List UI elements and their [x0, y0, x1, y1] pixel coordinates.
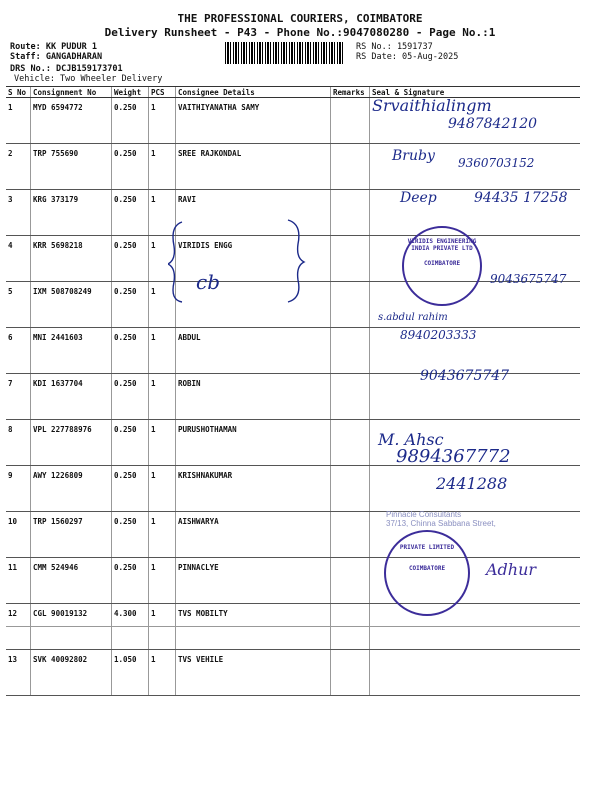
col-consignment: Consignment No — [31, 87, 112, 98]
row-pcs: 1 — [149, 282, 176, 328]
row-remarks — [331, 466, 370, 512]
phone-row3: 94435 17258 — [474, 190, 568, 206]
bracket-note: cb — [196, 270, 221, 294]
row-consignment: IXM 508708249 — [31, 282, 112, 328]
signature-row2: Bruby — [392, 148, 435, 164]
row-weight: 0.250 — [112, 144, 149, 190]
pinnacle-stamp — [386, 510, 496, 528]
row-consignee: PINNACLYE — [176, 558, 331, 604]
tvs-seal-city: COIMBATORE — [408, 565, 446, 572]
row-remarks — [331, 98, 370, 144]
row-remarks — [331, 282, 370, 328]
col-pcs: PCS — [149, 87, 176, 98]
row-consignment: VPL 227788976 — [31, 420, 112, 466]
barcode — [225, 42, 345, 64]
row-sno: 3 — [6, 190, 31, 236]
row-pcs: 1 — [149, 374, 176, 420]
row-weight: 0.250 — [112, 558, 149, 604]
row-consignment: AWY 1226809 — [31, 466, 112, 512]
table-row — [6, 650, 580, 696]
row-consignment: KDI 1637704 — [31, 374, 112, 420]
col-consignee: Consignee Details — [176, 87, 331, 98]
pinnacle-stamp-line2: 37/13, Chinna Sabbana Street, — [386, 519, 496, 528]
row-sno: 5 — [6, 282, 31, 328]
rs-date: RS Date: 05-Aug-2025 — [356, 52, 459, 62]
row-remarks — [331, 236, 370, 282]
row-remarks — [331, 650, 370, 696]
row-consignment: CMM 524946 — [31, 558, 112, 604]
col-remarks: Remarks — [331, 87, 370, 98]
phone-row1: 9487842120 — [448, 116, 538, 132]
phone-row9: 9894367772 — [396, 446, 511, 467]
row-sno: 8 — [6, 420, 31, 466]
runsheet-subtitle: Delivery Runsheet - P43 - Phone No.:9047080280 - Page No.:1 — [104, 26, 496, 39]
row-weight: 1.050 — [112, 650, 149, 696]
row-consignment: MNI 2441603 — [31, 328, 112, 374]
signature-row1: Srvaithialingm — [372, 96, 492, 115]
signature-row6: s.abdul rahim — [378, 312, 448, 323]
row-weight: 0.250 — [112, 374, 149, 420]
row-sno: 6 — [6, 328, 31, 374]
col-sno: S No — [6, 87, 31, 98]
row-consignee: TVS MOBILTY — [176, 604, 331, 650]
row-remarks — [331, 328, 370, 374]
row-consignment: KRG 373179 — [31, 190, 112, 236]
row-sno: 12 — [6, 604, 31, 650]
row-consignment: TRP 755690 — [31, 144, 112, 190]
row-sno: 4 — [6, 236, 31, 282]
row-consignee: KRISHNAKUMAR — [176, 466, 331, 512]
row-consignment: TRP 1560297 — [31, 512, 112, 558]
row-pcs: 1 — [149, 604, 176, 650]
route-label: Route: KK PUDUR 1 — [10, 42, 97, 52]
row-consignee: AISHWARYA — [176, 512, 331, 558]
staff-label: Staff: GANGADHARAN — [10, 52, 103, 62]
row-sno: 9 — [6, 466, 31, 512]
row-weight: 0.250 — [112, 236, 149, 282]
row-consignee: PURUSHOTHAMAN — [176, 420, 331, 466]
table-header-row — [6, 87, 580, 98]
row-pcs: 1 — [149, 144, 176, 190]
row-remarks — [331, 420, 370, 466]
row-sno: 10 — [6, 512, 31, 558]
row-sno: 2 — [6, 144, 31, 190]
row-weight: 0.250 — [112, 190, 149, 236]
row-weight: 0.250 — [112, 98, 149, 144]
table-row — [6, 328, 580, 374]
row-sno: 1 — [6, 98, 31, 144]
row-remarks — [331, 558, 370, 604]
row-remarks — [331, 374, 370, 420]
row-consignee: SREE RAJKONDAL — [176, 144, 331, 190]
row-weight: 4.300 — [112, 604, 149, 650]
signature-row3: Deep — [400, 190, 437, 206]
row-weight: 0.250 — [112, 420, 149, 466]
row-pcs: 1 — [149, 650, 176, 696]
phone-row7: 9043675747 — [420, 368, 510, 384]
row-consignee: TVS VEHILE — [176, 650, 331, 696]
rs-number: RS No.: 1591737 — [356, 42, 433, 52]
vehicle-label: Vehicle: Two Wheeler Delivery — [14, 74, 163, 84]
viridis-seal — [402, 226, 482, 306]
brace-marks — [168, 216, 308, 306]
row-sno: 13 — [6, 650, 31, 696]
row-sno: 11 — [6, 558, 31, 604]
row-consignment: MYD 6594772 — [31, 98, 112, 144]
phone-row10: 2441288 — [436, 474, 508, 493]
tvs-seal — [384, 530, 470, 616]
row-weight: 0.250 — [112, 466, 149, 512]
col-seal: Seal & Signature — [370, 87, 581, 98]
drs-label: DRS No.: DCJB159173701 — [10, 64, 123, 74]
row-remarks — [331, 512, 370, 558]
row-consignee: ABDUL — [176, 328, 331, 374]
row-weight: 0.250 — [112, 328, 149, 374]
row-weight: 0.250 — [112, 512, 149, 558]
table-end-line — [6, 626, 580, 627]
phone-row2: 9360703152 — [458, 156, 535, 170]
row-seal — [370, 650, 581, 696]
row-pcs: 1 — [149, 420, 176, 466]
row-pcs: 1 — [149, 236, 176, 282]
company-title: THE PROFESSIONAL COURIERS, COIMBATORE — [177, 12, 423, 25]
row-sno: 7 — [6, 374, 31, 420]
viridis-seal-text: VIRIDIS ENGINEERING INDIA PRIVATE LTD — [407, 238, 477, 252]
row-pcs: 1 — [149, 98, 176, 144]
row-consignee: VIRIDIS ENGG — [176, 236, 331, 282]
row-pcs: 1 — [149, 190, 176, 236]
row-consignee: RAVI — [176, 190, 331, 236]
tvs-seal-text: PRIVATE LIMITED — [399, 544, 455, 551]
row-pcs: 1 — [149, 512, 176, 558]
row-remarks — [331, 190, 370, 236]
row-consignee: ROBIN — [176, 374, 331, 420]
signature-row12: Adhur — [486, 560, 537, 579]
row-pcs: 1 — [149, 328, 176, 374]
row-pcs: 1 — [149, 466, 176, 512]
row-consignment: CGL 90019132 — [31, 604, 112, 650]
row-consignment: KRR 5698218 — [31, 236, 112, 282]
viridis-seal-city: COIMBATORE — [423, 260, 461, 267]
row-consignee: VAITHIYANATHA SAMY — [176, 98, 331, 144]
row-consignment: SVK 40092802 — [31, 650, 112, 696]
delivery-table — [6, 86, 580, 696]
signature-row9: M. Ahsc — [378, 430, 444, 449]
phone-row6: 8940203333 — [400, 328, 477, 342]
row-weight: 0.250 — [112, 282, 149, 328]
row-remarks — [331, 144, 370, 190]
phone-row5: 9043675747 — [490, 272, 567, 286]
col-weight: Weight — [112, 87, 149, 98]
row-pcs: 1 — [149, 558, 176, 604]
pinnacle-stamp-line1: Pinnacle Consultants — [386, 510, 462, 519]
